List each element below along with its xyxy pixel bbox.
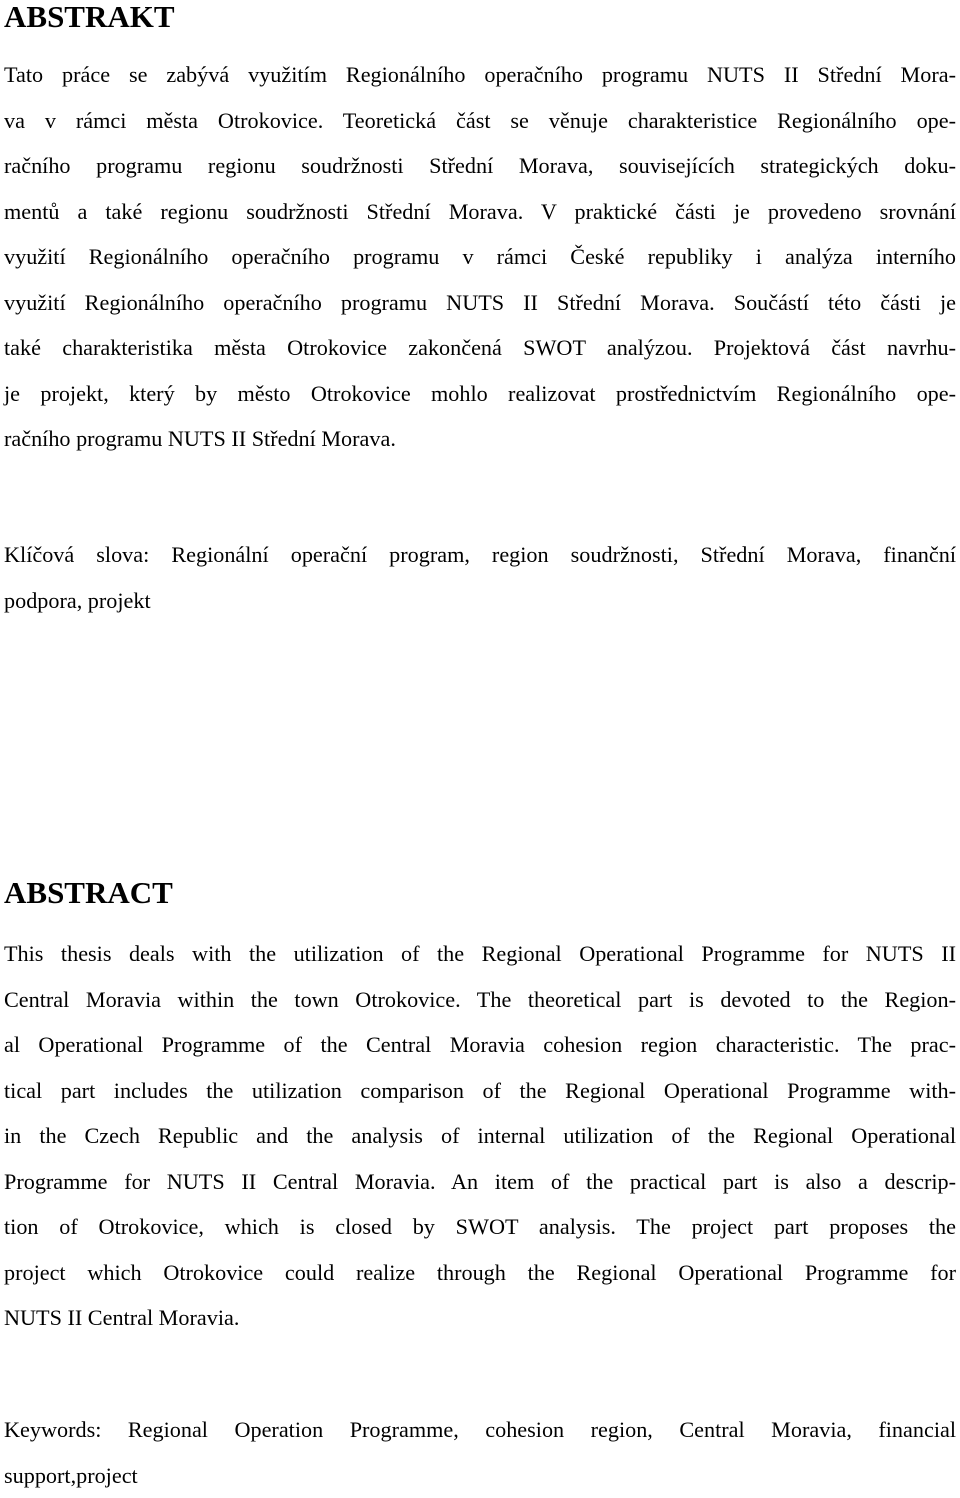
english-abstract-line: Programme for NUTS II Central Moravia. An item of the practical part is also a descrip- xyxy=(4,1159,956,1205)
english-abstract-line: project which Otrokovice could realize through the Regional Operational Programme for xyxy=(4,1250,956,1296)
english-keywords xyxy=(4,1407,956,1498)
english-abstract-line: NUTS II Central Moravia. xyxy=(4,1295,956,1341)
czech-abstract-line: Tato práce se zabývá využitím Regionálního operačního programu NUTS II Střední Mora- xyxy=(4,52,956,98)
czech-abstract-line: mentů a také regionu soudržnosti Střední Morava. V praktické části je provedeno srovnání xyxy=(4,189,956,235)
czech-abstract-line: je projekt, který by město Otrokovice mohlo realizovat prostřednictvím Regionálního ope- xyxy=(4,371,956,417)
english-keywords-line: Keywords: Regional Operation Programme, cohesion region, Central Moravia, financial xyxy=(4,1407,956,1453)
czech-abstract-heading: ABSTRAKT xyxy=(4,0,175,34)
czech-keywords-line: Klíčová slova: Regionální operační program, region soudržnosti, Střední Morava, finanční xyxy=(4,532,956,578)
czech-abstract-line: va v rámci města Otrokovice. Teoretická část se věnuje charakteristice Regionálního ope- xyxy=(4,98,956,144)
czech-keywords xyxy=(4,532,956,623)
english-abstract-paragraph xyxy=(4,931,956,1341)
english-abstract-line: tical part includes the utilization comparison of the Regional Operational Programme with- xyxy=(4,1068,956,1114)
english-abstract-line: This thesis deals with the utilization of the Regional Operational Programme for NUTS II xyxy=(4,931,956,977)
english-abstract-line: al Operational Programme of the Central Moravia cohesion region characteristic. The prac- xyxy=(4,1022,956,1068)
czech-abstract-line: také charakteristika města Otrokovice zakončená SWOT analýzou. Projektová část navrhu- xyxy=(4,325,956,371)
english-keywords-line: support,project xyxy=(4,1453,956,1498)
czech-abstract-paragraph xyxy=(4,52,956,462)
english-abstract-line: tion of Otrokovice, which is closed by SWOT analysis. The project part proposes the xyxy=(4,1204,956,1250)
czech-abstract-line: využití Regionálního operačního programu NUTS II Střední Morava. Součástí této části je xyxy=(4,280,956,326)
english-abstract-heading: ABSTRACT xyxy=(4,876,173,910)
english-abstract-line: in the Czech Republic and the analysis of internal utilization of the Regional Operational xyxy=(4,1113,956,1159)
czech-abstract-line: račního programu NUTS II Střední Morava. xyxy=(4,416,956,462)
czech-keywords-line: podpora, projekt xyxy=(4,578,956,624)
english-abstract-line: Central Moravia within the town Otrokovice. The theoretical part is devoted to the Region- xyxy=(4,977,956,1023)
czech-abstract-line: račního programu regionu soudržnosti Střední Morava, souvisejících strategických doku- xyxy=(4,143,956,189)
czech-abstract-line: využití Regionálního operačního programu v rámci České republiky i analýza interního xyxy=(4,234,956,280)
